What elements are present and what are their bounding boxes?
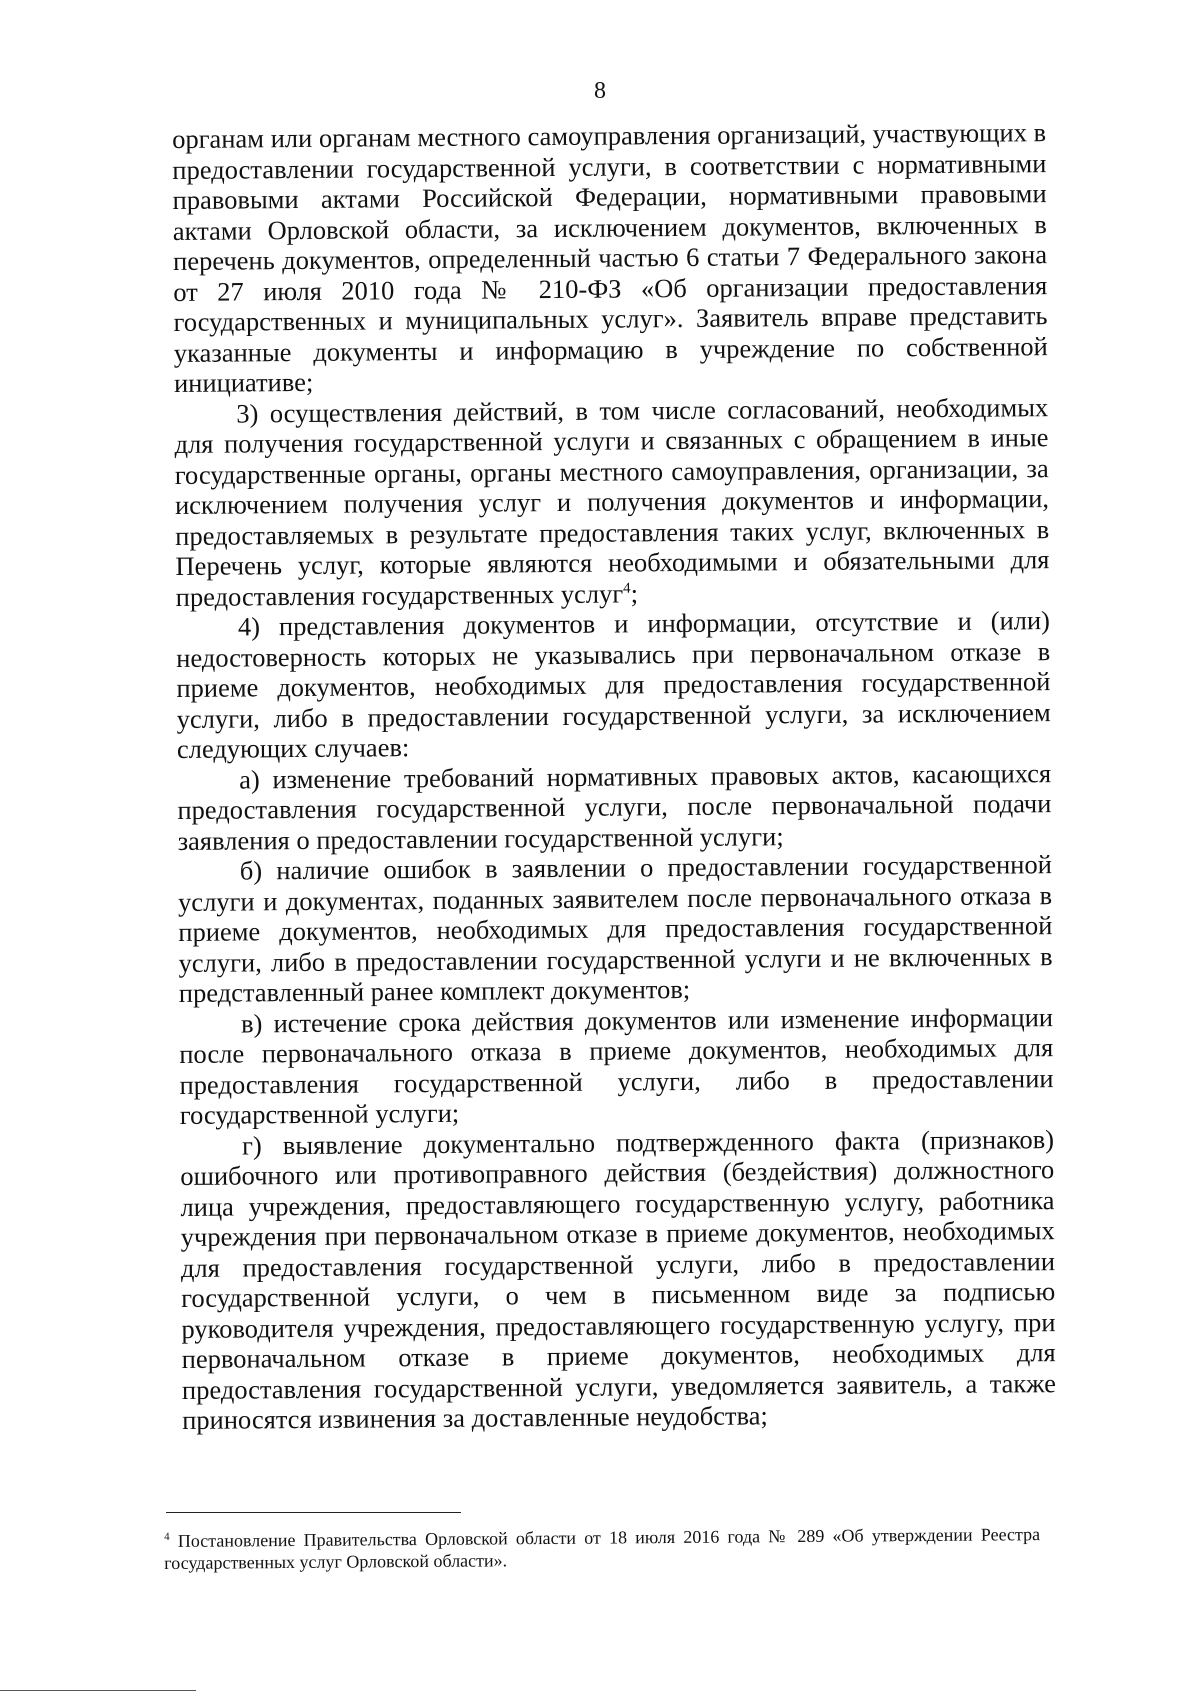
paragraph-item-3 [174,392,1050,612]
paragraph-item-b: б) наличие ошибок в заявлении о предоставлении государственной услуги и документах, поданных заявителем после первоначального отказа в приеме документов, необходимых для предоставления государственной услуги, либо в предоставлении государственной услуги и не включенных в представленный ранее комплект документов; [177,849,1053,1008]
page-number: 8 [594,78,606,104]
footnote-separator [166,1512,461,1513]
footnote [164,1523,1040,1574]
footnote-text: Постановление Правительства Орловской области от 18 июля 2016 года № 289 «Об утверждении Реестра государственных услуг Орловской области». [164,1524,1041,1573]
body-text [172,117,1056,1435]
paragraph-item-a: а) изменение требований нормативных правовых актов, касающихся предоставления государственной услуги, после первоначальной подачи заявления о предоставлении государственной услуги; [177,757,1052,856]
paragraph-item-3-text: 3) осуществления действий, в том числе согласований, необходимых для получения государственной услуги и связанных с обращением в иные государственные органы, органы местного самоуправления, организации, за исключением получения услуг и получения документов и информации, предоставляемых в результате предоставления таких услуг, включенных в Перечень услуг, которые являются необходимыми и обязательными для предоставления государственных услуг [174,391,1050,612]
scan-edge-line [0,1690,196,1691]
footnote-reference: 4 [623,580,631,597]
paragraph-item-v: в) истечение срока действия документов или изменение информации после первоначального отказа в приеме документов, необходимых для предоставления государственной услуги, либо в предоставлении государственной услуги; [179,1001,1054,1130]
paragraph-item-g: г) выявление документально подтвержденного факта (признаков) ошибочного или противоправного действия (бездействия) должностного лица учреждения, предоставляющего государственную услугу, работника учреждения при первоначальном отказе в приеме документов, необходимых для предоставления государственной услуги, либо в предоставлении государственной услуги, о чем в письменном виде за подписью руководителя учреждения, предоставляющего государственную услугу, при первоначальном отказе в приеме документов, необходимых для предоставления государственной услуги, уведомляется заявитель, а также приносятся извинения за доставленные неудобства; [180,1123,1057,1435]
paragraph-continuation: органам или органам местного самоуправления организаций, участвующих в предоставлении государственной услуги, в соответствии с нормативными правовыми актами Российской Федерации, нормативными правовыми актами Орловской области, за исключением документов, включенных в перечень документов, определенный частью 6 статьи 7 Федерального закона от 27 июля 2010 года № 210-ФЗ «Об организации предоставления государственных и муниципальных услуг». Заявитель вправе представить указанные документы и информацию в учреждение по собственной инициативе; [172,117,1048,398]
paragraph-item-4: 4) представления документов и информации, отсутствие и (или) недостоверность которых не указывались при первоначальном отказе в приеме документов, необходимых для предоставления государственной услуги, либо в предоставлении государственной услуги, за исключением следующих случаев: [176,605,1051,764]
footnote-marker: 4 [164,1530,170,1543]
paragraph-item-3-tail: ; [630,577,639,608]
